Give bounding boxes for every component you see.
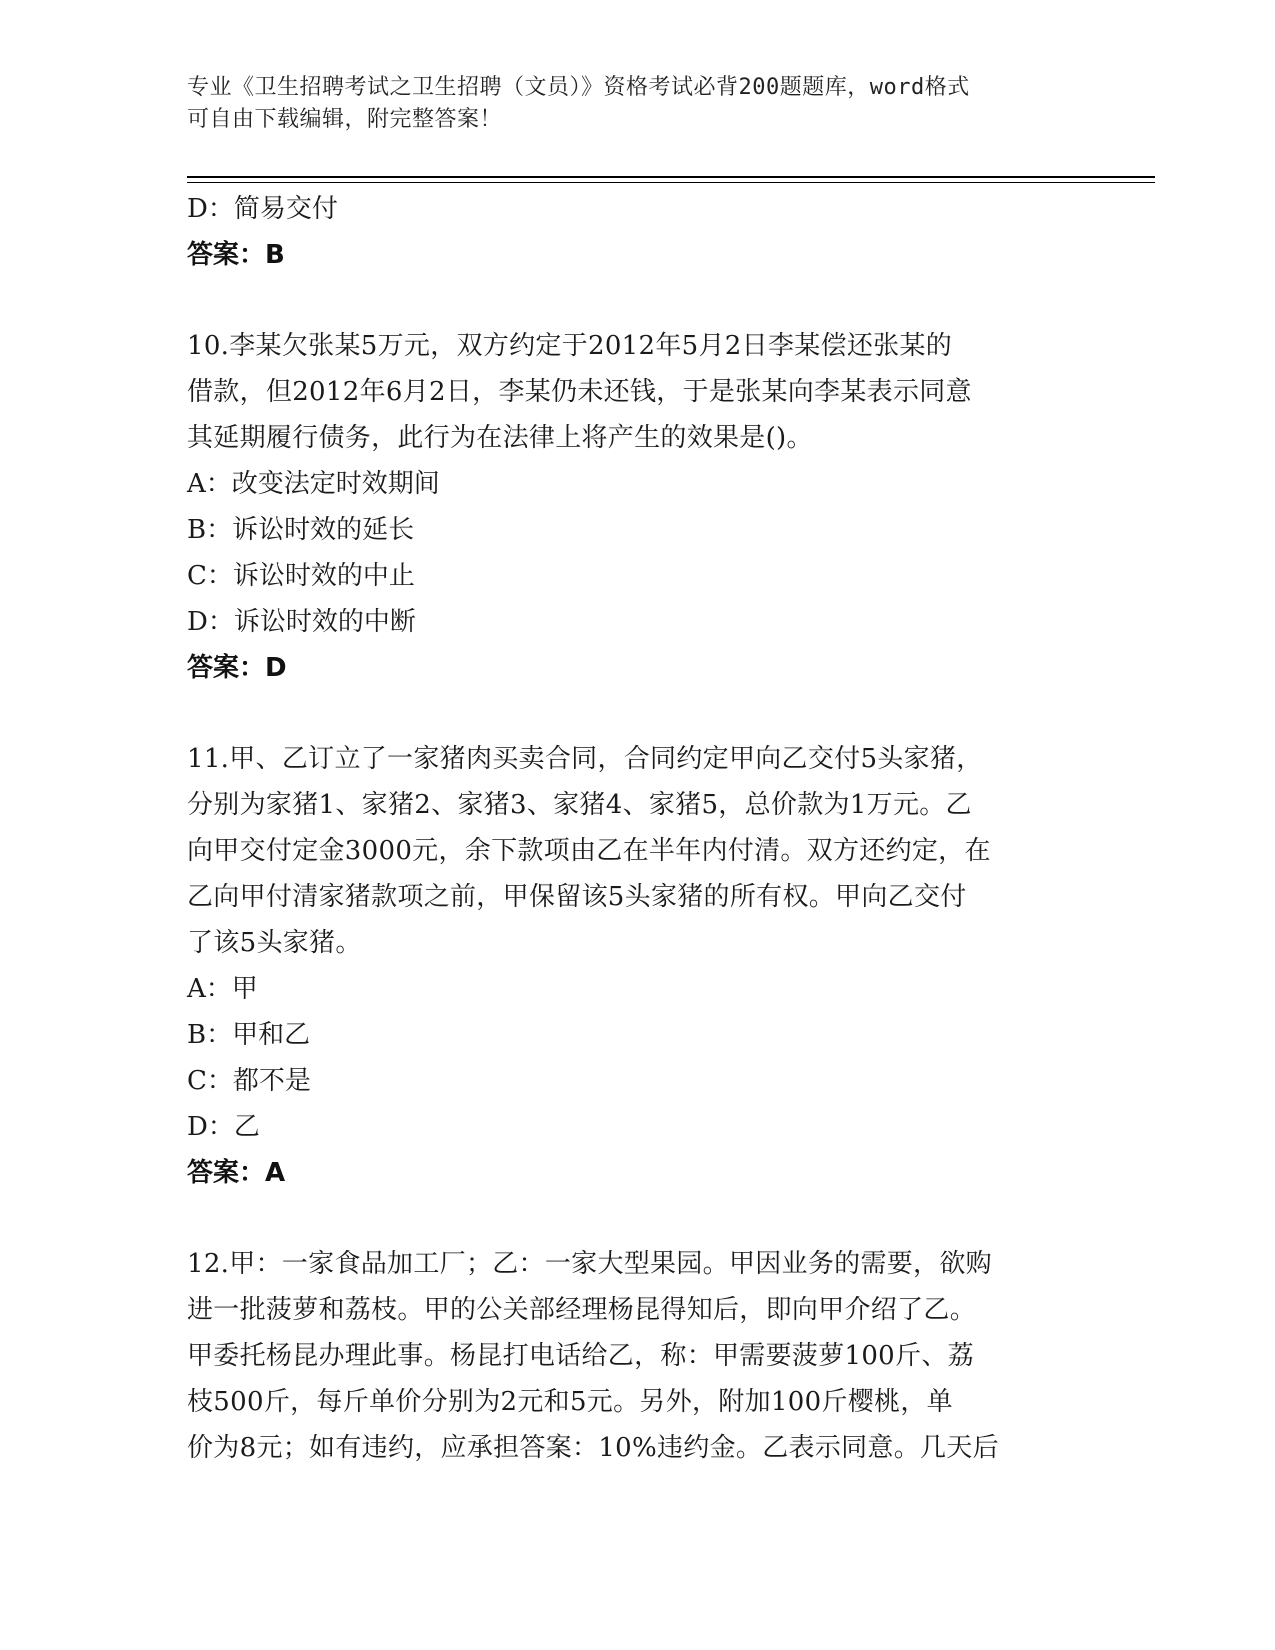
- header-line-1: 专业《卫生招聘考试之卫生招聘（文员）》资格考试必背200题题库，word格式: [187, 75, 970, 100]
- header-rule-thin: [187, 182, 1155, 183]
- prev-option-d: D：简易交付: [187, 194, 338, 224]
- question-12-stem-line-3: 甲委托杨昆办理此事。杨昆打电话给乙，称：甲需要菠萝100斤、荔: [187, 1341, 974, 1371]
- question-10-stem-line-3: 其延期履行债务，此行为在法律上将产生的效果是()。: [187, 423, 813, 453]
- question-10-option-d: D：诉讼时效的中断: [187, 607, 416, 637]
- question-10-stem-line-1: 10.李某欠张某5万元，双方约定于2012年5月2日李某偿还张某的: [187, 331, 953, 361]
- question-11-option-d: D：乙: [187, 1112, 260, 1142]
- question-10: [187, 323, 1087, 691]
- question-11-option-a: A：甲: [187, 974, 258, 1004]
- question-11-stem-line-4: 乙向甲付清家猪款项之前，甲保留该5头家猪的所有权。甲向乙交付: [187, 882, 967, 912]
- header-rule-thick: [187, 176, 1155, 178]
- spacer: [187, 691, 1087, 736]
- question-11-option-c: C：都不是: [187, 1066, 311, 1096]
- spacer: [187, 278, 1087, 323]
- question-content: [187, 186, 1087, 1471]
- question-12-stem-line-4: 枝500斤，每斤单价分别为2元和5元。另外，附加100斤樱桃，单: [187, 1387, 953, 1417]
- spacer: [187, 1196, 1087, 1241]
- question-12-stem-line-1: 12.甲：一家食品加工厂；乙：一家大型果园。甲因业务的需要，欲购: [187, 1249, 992, 1279]
- question-11-stem-line-5: 了该5头家猪。: [187, 928, 362, 958]
- question-10-option-a: A：改变法定时效期间: [187, 469, 440, 499]
- question-11-stem-line-1: 11.甲、乙订立了一家猪肉买卖合同，合同约定甲向乙交付5头家猪，: [187, 744, 983, 774]
- header-line-2: 可自由下载编辑，附完整答案！: [187, 107, 503, 132]
- question-11-answer: 答案：A: [187, 1158, 286, 1188]
- question-11-option-b: B：甲和乙: [187, 1020, 311, 1050]
- question-11-stem-line-2: 分别为家猪1、家猪2、家猪3、家猪4、家猪5，总价款为1万元。乙: [187, 790, 972, 820]
- question-10-stem-line-2: 借款，但2012年6月2日，李某仍未还钱，于是张某向李某表示同意: [187, 377, 972, 407]
- question-12: [187, 1241, 1087, 1471]
- question-12-stem-line-5: 价为8元；如有违约，应承担答案：10%违约金。乙表示同意。几天后: [187, 1433, 999, 1463]
- question-11-stem-line-3: 向甲交付定金3000元，余下款项由乙在半年内付清。双方还约定，在: [187, 836, 991, 866]
- question-10-answer: 答案：D: [187, 653, 287, 683]
- prev-answer: 答案：B: [187, 240, 285, 270]
- question-10-option-c: C：诉讼时效的中止: [187, 561, 415, 591]
- question-11: [187, 736, 1087, 1196]
- question-10-option-b: B：诉讼时效的延长: [187, 515, 415, 545]
- page-header: [187, 72, 1067, 136]
- question-12-stem-line-2: 进一批菠萝和荔枝。甲的公关部经理杨昆得知后，即向甲介绍了乙。: [187, 1295, 977, 1325]
